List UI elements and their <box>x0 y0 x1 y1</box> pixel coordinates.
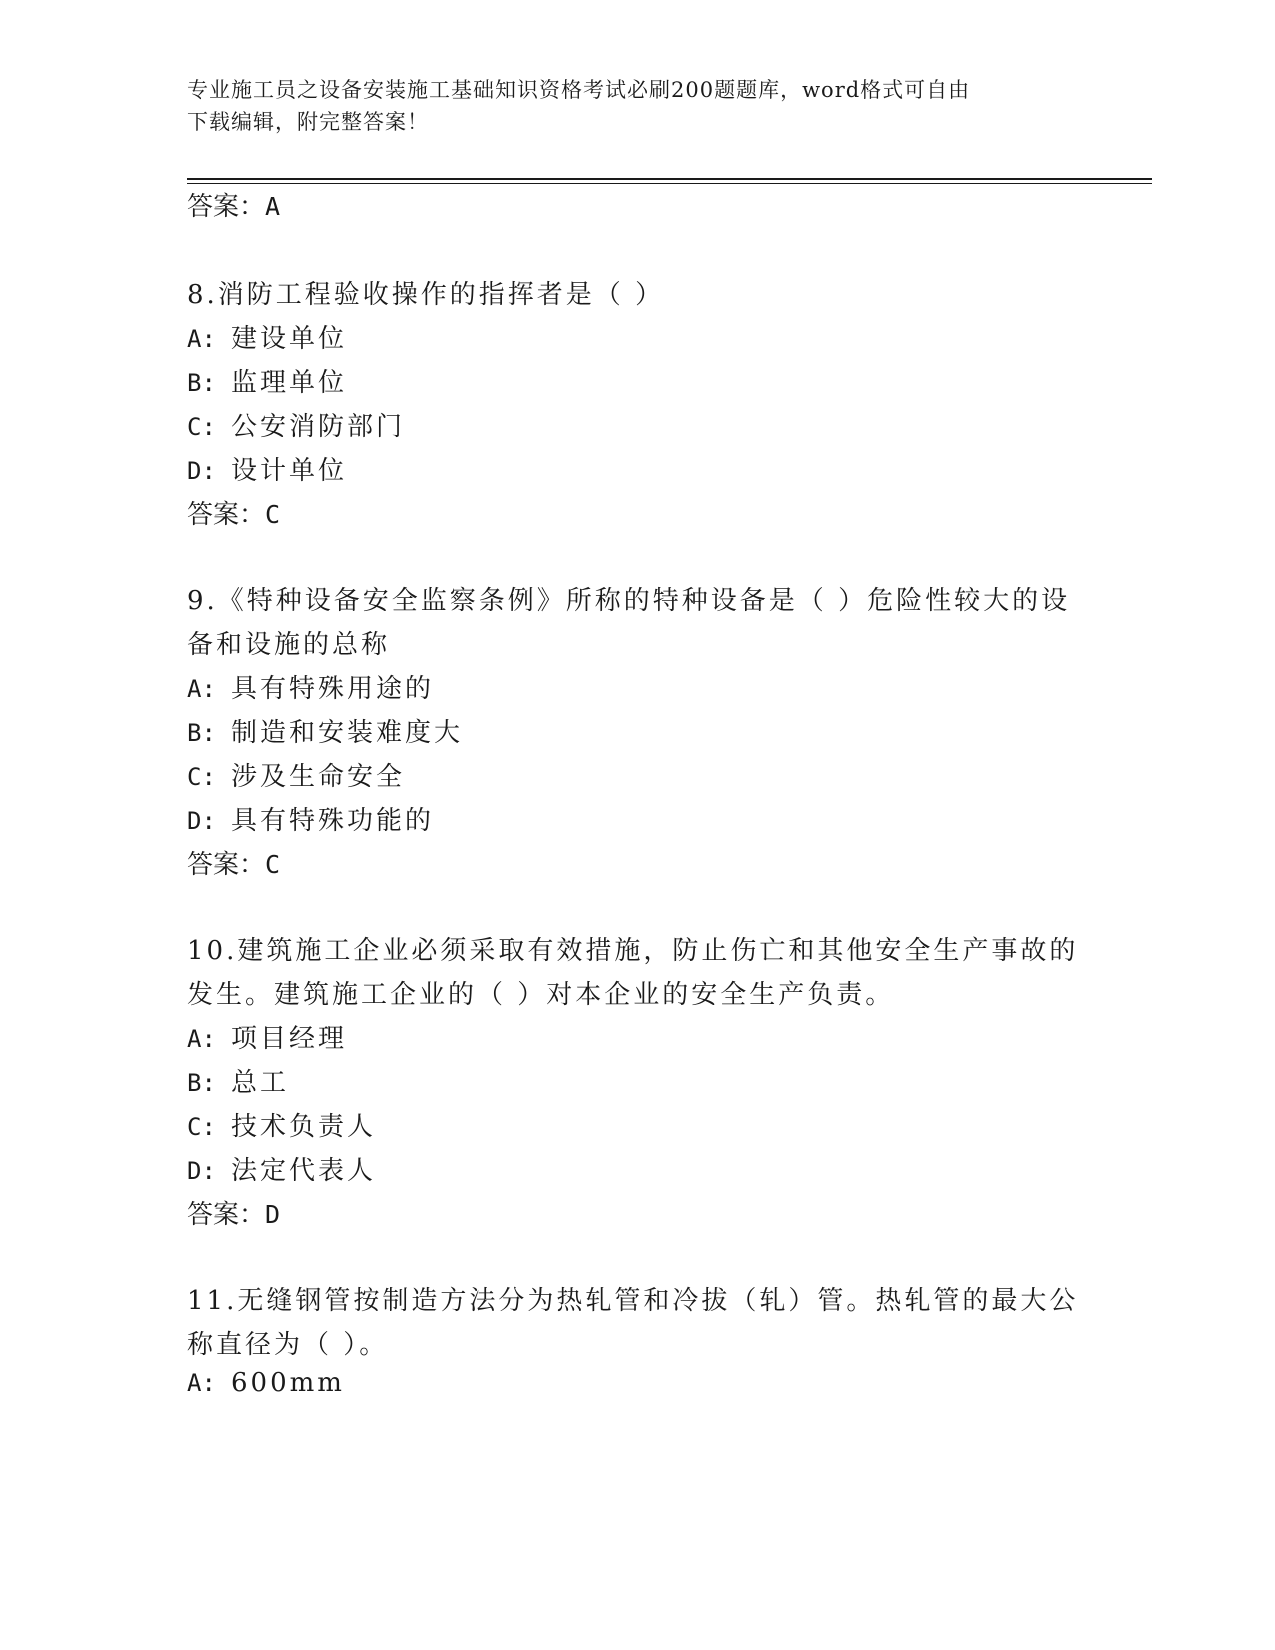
question-10-option-c <box>187 1106 376 1143</box>
answer-label: 答案： <box>187 192 266 222</box>
option-key: A: <box>187 1025 216 1053</box>
option-key: B: <box>187 1069 216 1097</box>
option-text: 具有特殊用途的 <box>231 674 435 704</box>
option-key: C: <box>187 763 216 791</box>
answer-label: 答案： <box>187 850 266 880</box>
question-9-text-line-2: 备和设施的总称 <box>187 630 391 660</box>
question-9-option-d <box>187 800 434 837</box>
question-10-text-line-2: 发生。建筑施工企业的（ ）对本企业的安全生产负责。 <box>187 980 895 1010</box>
question-8-answer <box>187 494 280 531</box>
option-text: 600mm <box>231 1368 345 1398</box>
answer-value: D <box>265 1200 281 1229</box>
option-text: 项目经理 <box>231 1024 348 1054</box>
option-key: A: <box>187 325 216 353</box>
option-key: D: <box>187 457 216 485</box>
option-text: 具有特殊功能的 <box>231 806 435 836</box>
option-key: C: <box>187 413 216 441</box>
answer-value: A <box>265 192 281 221</box>
header-divider-thin <box>187 183 1152 184</box>
option-text: 总工 <box>231 1068 290 1098</box>
option-key: D: <box>187 807 216 835</box>
option-text: 设计单位 <box>231 456 348 486</box>
option-text: 监理单位 <box>231 368 348 398</box>
question-10-option-b <box>187 1062 289 1099</box>
option-text: 涉及生命安全 <box>231 762 406 792</box>
header-line-1: 专业施工员之设备安装施工基础知识资格考试必刷200题题库，word格式可自由 <box>187 78 971 102</box>
question-8-option-d <box>187 450 347 487</box>
header-line-2: 下载编辑，附完整答案！ <box>187 110 429 134</box>
option-text: 公安消防部门 <box>231 412 406 442</box>
question-11-option-a <box>187 1368 345 1398</box>
answer-label: 答案： <box>187 500 266 530</box>
option-text: 制造和安装难度大 <box>231 718 464 748</box>
document-header <box>187 74 1087 138</box>
question-9-text-line-1: 9.《特种设备安全监察条例》所称的特种设备是（ ）危险性较大的设 <box>187 586 1071 616</box>
question-11-text-line-2: 称直径为（ ）。 <box>187 1330 389 1360</box>
answer-line-prev <box>187 186 280 223</box>
question-10-option-a <box>187 1018 347 1055</box>
question-9-option-c <box>187 756 405 793</box>
option-key: B: <box>187 719 216 747</box>
answer-label: 答案： <box>187 1200 266 1230</box>
option-key: B: <box>187 369 216 397</box>
option-key: A: <box>187 1369 216 1397</box>
option-key: D: <box>187 1157 216 1185</box>
question-8-option-c <box>187 406 405 443</box>
question-11-text-line-1: 11.无缝钢管按制造方法分为热轧管和冷拔（轧）管。热轧管的最大公 <box>187 1286 1079 1316</box>
option-text: 法定代表人 <box>231 1156 377 1186</box>
header-divider-thick <box>187 178 1152 180</box>
question-9-answer <box>187 844 280 881</box>
question-10-option-d <box>187 1150 376 1187</box>
option-key: A: <box>187 675 216 703</box>
option-key: C: <box>187 1113 216 1141</box>
question-10-text-line-1: 10.建筑施工企业必须采取有效措施，防止伤亡和其他安全生产事故的 <box>187 936 1079 966</box>
answer-value: C <box>265 850 281 879</box>
answer-value: C <box>265 500 281 529</box>
option-text: 技术负责人 <box>231 1112 377 1142</box>
question-9-option-a <box>187 668 434 705</box>
question-10-answer <box>187 1194 280 1231</box>
question-9-option-b <box>187 712 463 749</box>
option-text: 建设单位 <box>231 324 348 354</box>
question-8-option-a <box>187 318 347 355</box>
question-8-option-b <box>187 362 347 399</box>
question-8-text: 8.消防工程验收操作的指挥者是（ ） <box>187 280 665 310</box>
